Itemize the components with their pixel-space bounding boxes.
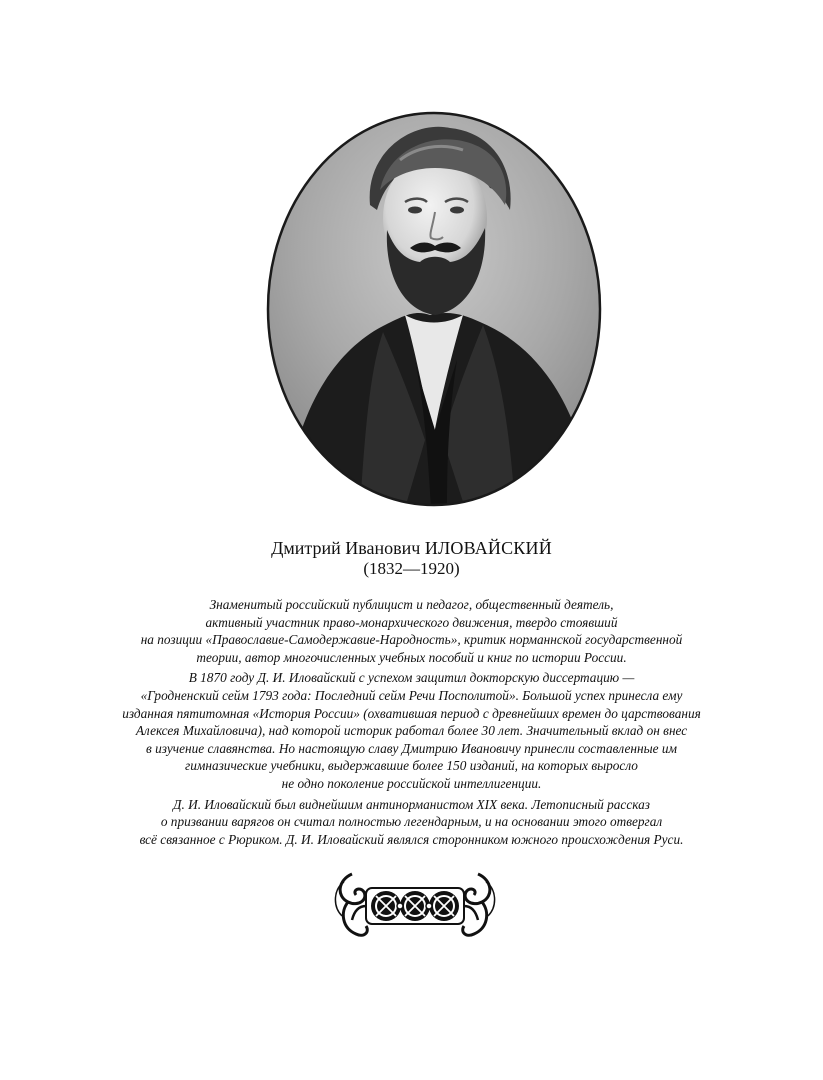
portrait-caption-years: (1832—1920) <box>363 559 460 578</box>
portrait-image <box>265 110 603 508</box>
bio-paragraph-2 <box>110 669 713 792</box>
bio-line: на позиции «Православие-Самодержавие-Народность», критик норманнской государственной <box>140 632 683 648</box>
knotwork-ornament-icon <box>330 862 500 952</box>
biography-text <box>110 596 713 851</box>
bio-line: в изучение славянства. Но настоящую славу Дмитрию Ивановичу принесли составленные им <box>146 740 677 756</box>
bio-line: всё связанное с Рюриком. Д. И. Иловайский являлся сторонником южного происхождения Руси. <box>139 831 684 847</box>
bio-paragraph-3 <box>110 796 713 849</box>
bio-line: активный участник право-монархического движения, твердо стоявший <box>205 614 618 630</box>
bio-line: теории, автор многочисленных учебных пособий и книг по истории России. <box>196 649 627 665</box>
bio-paragraph-1 <box>110 596 713 666</box>
bio-line: не одно поколение российской интеллигенции. <box>281 775 542 791</box>
bio-line: Д. И. Иловайский был виднейшим антинорманистом XIX века. Летописный рассказ <box>173 796 650 812</box>
caption-name-prefix: Дмитрий Иванович <box>271 538 425 558</box>
bio-line: «Гродненский сейм 1793 года: Последний сейм Речи Посполитой». Большой успех принесла ему <box>140 687 683 703</box>
bio-line: о призвании варягов он считал полностью легендарным, и на основании этого отвергал <box>160 814 663 830</box>
portrait-caption-name <box>0 537 823 559</box>
bio-line: Алексея Михайловича), над которой историк работал более 30 лет. Значительный вклад он внес <box>135 723 688 739</box>
caption-surname: ИЛОВАЙСКИЙ <box>424 538 552 558</box>
bio-line: изданная пятитомная «История России» (охватившая период с древнейших времен до царствования <box>122 705 701 721</box>
bio-line: В 1870 году Д. И. Иловайский с успехом защитил докторскую диссертацию — <box>188 670 635 686</box>
bio-line: Знаменитый российский публицист и педагог, общественный деятель, <box>209 597 614 612</box>
bio-line: гимназические учебники, выдержавшие более 150 изданий, на которых выросло <box>185 758 638 774</box>
